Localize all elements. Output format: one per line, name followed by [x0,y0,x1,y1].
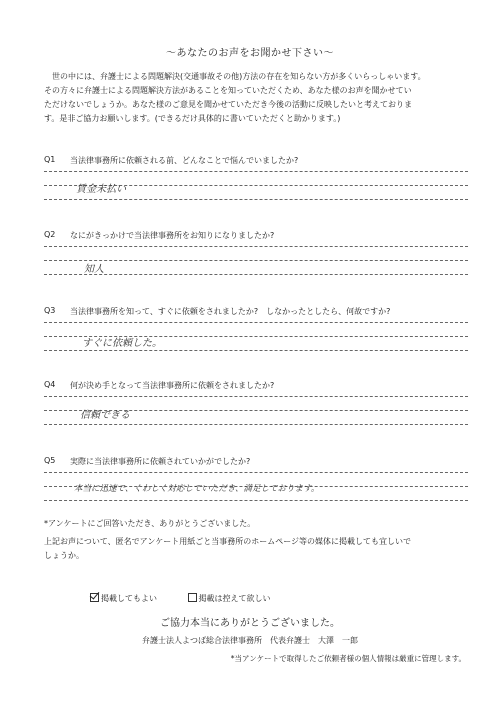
handwritten-answer: 知人 [84,264,104,275]
consent-line: 上記お声について、匿名でアンケート用紙ごと当事務所のホームページ等の媒体に掲載しても宜しいで [44,537,412,546]
handwritten-answer: すぐに依頼した。 [82,338,162,349]
intro-line: す。是非ご協力お願いします。(できるだけ具体的に書いていただくと助かります。) [44,114,341,123]
answer-lines [44,246,468,288]
handwritten-answer: 本当に迅速で、くわしく対応していただき、満足しております。 [74,484,320,494]
question-number: Q3 [44,306,56,315]
handwritten-answer: 賃金未払い [76,184,126,195]
checkbox-checked-icon[interactable] [90,593,99,602]
question-text: 当法律事務所を知って、すぐに依頼をされましたか? しなかったとしたら、何故ですか? [70,307,391,316]
page-title: 〜あなたのお声をお聞かせ下さい〜 [166,48,334,59]
question-text: 何が決め手となって当法律事務所に依頼をされましたか? [70,381,275,390]
question-text: 実際に当法律事務所に依頼されていかがでしたか? [70,457,251,466]
question-text: なにがきっかけで当法律事務所をお知りになりましたか? [70,231,275,240]
option-agree[interactable] [90,593,157,604]
question-text: 当法律事務所に依頼される前、どんなことで悩んでいましたか? [70,156,299,165]
question-number: Q5 [44,456,56,465]
handwritten-answer: 信頼できる [80,410,130,421]
closing-message: ご協力本当にありがとうございました。 [160,618,340,629]
question-number: Q2 [44,230,56,239]
thanks-note: *アンケートにご回答いただき、ありがとうございました。 [44,519,256,528]
privacy-footnote: *当アンケートで取得したご依頼者様の個人情報は厳重に管理します。 [230,654,466,663]
option-disagree-label: 掲載は控えて欲しい [198,594,271,603]
publish-options [90,593,299,604]
consent-line: しょうか。 [44,551,84,560]
intro-text [44,70,468,126]
intro-line: ただけないでしょうか。あなた様のご意見を聞かせていただき今後の活動に反映したいと考えておりま [44,100,412,109]
option-agree-label: 掲載してもよい [101,594,157,603]
intro-line: 世の中には、弁護士による問題解決(交通事故その他)方法の存在を知らない方が多くいらっしゃいます。 [52,72,426,81]
consent-text [44,535,468,563]
question-number: Q1 [44,155,56,164]
checkbox-icon[interactable] [188,593,197,602]
signature-line: 弁護士法人よつば総合法律事務所 代表弁護士 大澤 一郎 [142,636,358,645]
option-disagree[interactable] [188,593,271,604]
question-number: Q4 [44,380,56,389]
intro-line: その方々に弁護士による問題解決方法があることを知っていただくため、あなた様のお声を聞かせてい [44,86,412,95]
